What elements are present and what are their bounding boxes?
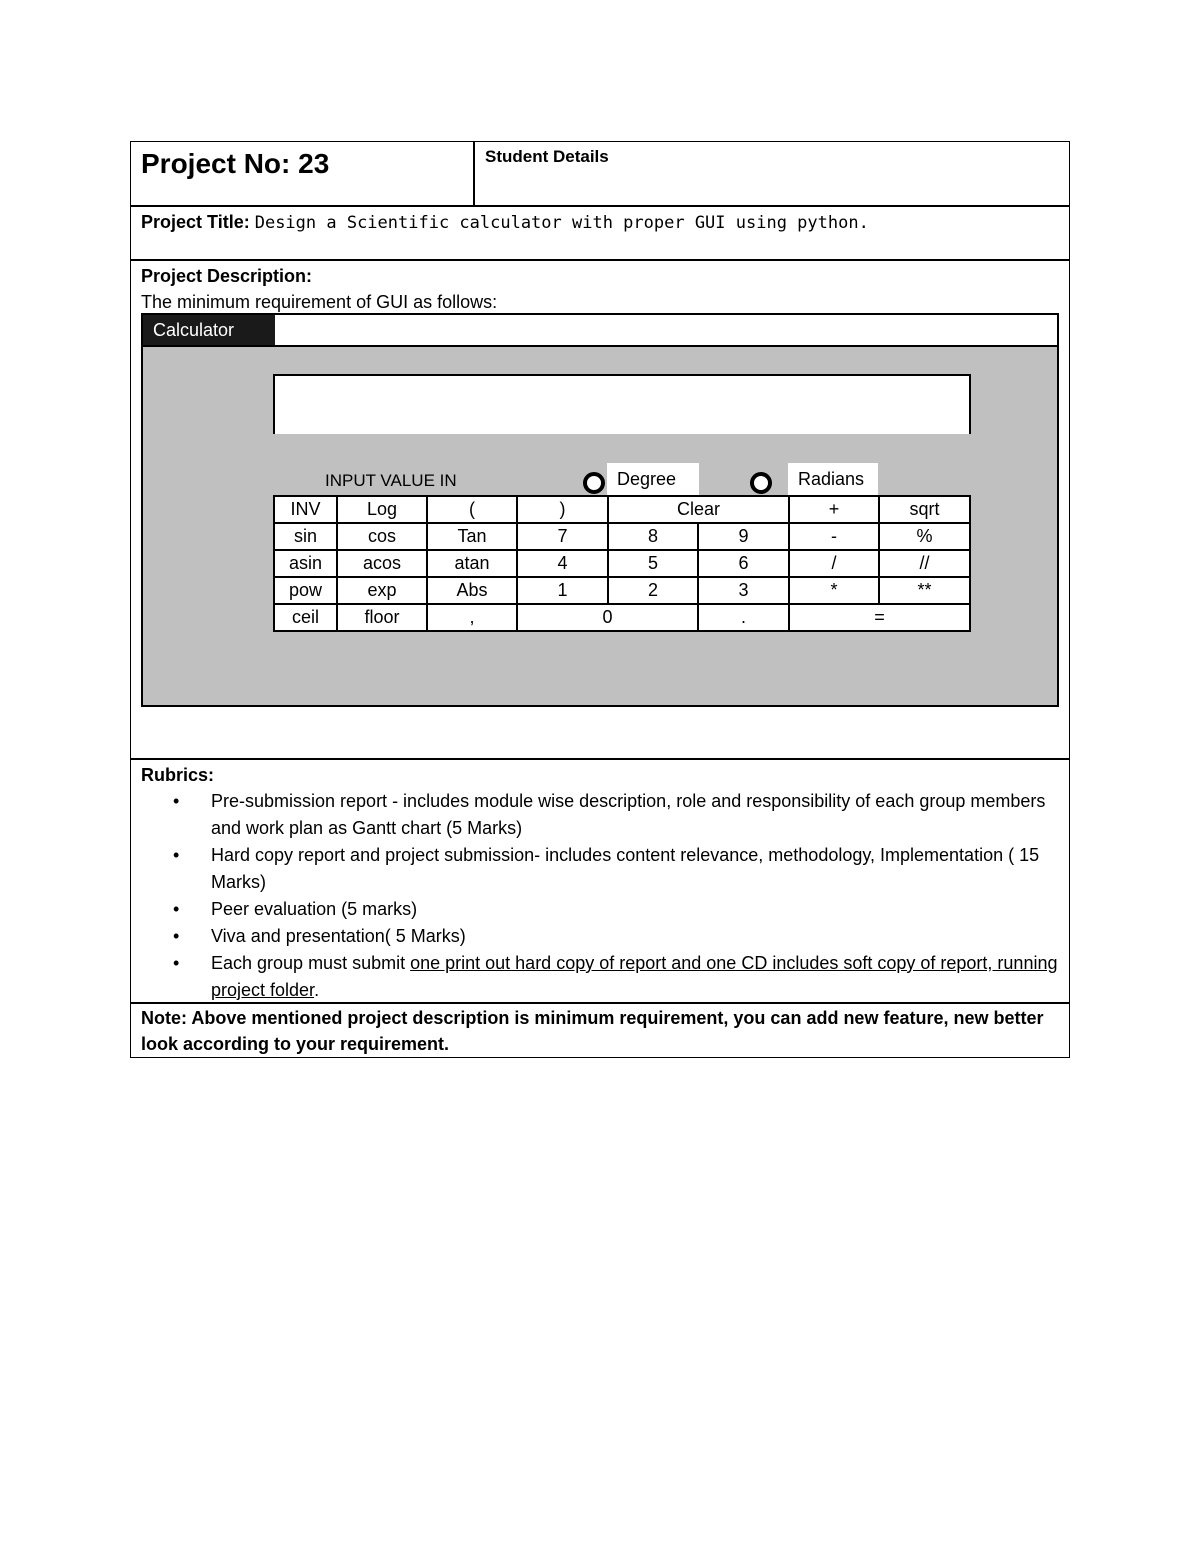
- project-no-cell: [131, 142, 475, 205]
- calculator-titlebar: [143, 315, 1057, 347]
- rubrics-row: [131, 760, 1069, 1004]
- rubric-text: Hard copy report and project submission- includes content relevance, methodology, Implementation ( 15 Marks): [211, 845, 1040, 892]
- key-exp[interactable]: exp: [337, 577, 427, 604]
- keypad-row: [274, 577, 970, 604]
- key-inv[interactable]: INV: [274, 496, 337, 523]
- key-9[interactable]: 9: [698, 523, 789, 550]
- rubric-text: Viva and presentation( 5 Marks): [211, 926, 466, 946]
- key-close-paren[interactable]: ): [517, 496, 608, 523]
- key-1[interactable]: 1: [517, 577, 608, 604]
- key-8[interactable]: 8: [608, 523, 698, 550]
- key-atan[interactable]: atan: [427, 550, 517, 577]
- keypad-row: [274, 550, 970, 577]
- project-description-intro: The minimum requirement of GUI as follows:: [141, 292, 498, 312]
- bullet-icon: •: [173, 791, 180, 811]
- bullet-icon: •: [173, 953, 180, 973]
- key-5[interactable]: 5: [608, 550, 698, 577]
- project-number: Project No: 23: [141, 148, 330, 179]
- calculator-display: [273, 374, 971, 434]
- project-description-label: Project Description:: [141, 266, 313, 286]
- key-minus[interactable]: -: [789, 523, 879, 550]
- rubric-text: Pre-submission report - includes module wise description, role and responsibility of each group members and work plan as Gantt chart (5 Marks): [211, 791, 1046, 838]
- key-decimal[interactable]: .: [698, 604, 789, 631]
- project-sheet-table: [130, 141, 1070, 1058]
- list-item: [173, 950, 1059, 1004]
- key-tan[interactable]: Tan: [427, 523, 517, 550]
- header-row: [131, 142, 1069, 207]
- keypad-row: [274, 496, 970, 523]
- student-details-label: Student Details: [485, 147, 609, 166]
- key-7[interactable]: 7: [517, 523, 608, 550]
- key-open-paren[interactable]: (: [427, 496, 517, 523]
- list-item: [173, 896, 1059, 923]
- project-title-value: Design a Scientific calculator with proper GUI using python.: [254, 213, 869, 233]
- project-title-line: [141, 209, 1059, 236]
- key-cos[interactable]: cos: [337, 523, 427, 550]
- list-item: [173, 842, 1059, 896]
- rubric-text-suffix: .: [314, 980, 320, 1000]
- list-item: [173, 788, 1059, 842]
- keypad-row: [274, 523, 970, 550]
- key-6[interactable]: 6: [698, 550, 789, 577]
- keypad-row: [274, 604, 970, 631]
- key-divide[interactable]: /: [789, 550, 879, 577]
- input-value-label: INPUT VALUE IN: [325, 471, 457, 490]
- key-ceil[interactable]: ceil: [274, 604, 337, 631]
- key-acos[interactable]: acos: [337, 550, 427, 577]
- key-4[interactable]: 4: [517, 550, 608, 577]
- project-title-label: Project Title:: [141, 212, 250, 232]
- note-row: [131, 1004, 1069, 1057]
- rubric-text: Peer evaluation (5 marks): [211, 899, 418, 919]
- key-sin[interactable]: sin: [274, 523, 337, 550]
- key-multiply[interactable]: *: [789, 577, 879, 604]
- key-abs[interactable]: Abs: [427, 577, 517, 604]
- key-plus[interactable]: +: [789, 496, 879, 523]
- key-comma[interactable]: ,: [427, 604, 517, 631]
- key-power[interactable]: **: [879, 577, 970, 604]
- degree-label: Degree: [607, 463, 699, 495]
- key-equals[interactable]: =: [789, 604, 970, 631]
- bullet-icon: •: [173, 845, 180, 865]
- key-percent[interactable]: %: [879, 523, 970, 550]
- key-2[interactable]: 2: [608, 577, 698, 604]
- key-0[interactable]: 0: [517, 604, 698, 631]
- calculator-keypad: [273, 495, 971, 632]
- bullet-icon: •: [173, 899, 180, 919]
- project-title-row: [131, 207, 1069, 261]
- key-3[interactable]: 3: [698, 577, 789, 604]
- key-sqrt[interactable]: sqrt: [879, 496, 970, 523]
- note-text: Note: Above mentioned project description is minimum requirement, you can add new feature, new better look according to your requirement.: [141, 1008, 1044, 1054]
- key-pow[interactable]: pow: [274, 577, 337, 604]
- list-item: [173, 923, 1059, 950]
- bullet-icon: •: [173, 926, 180, 946]
- key-log[interactable]: Log: [337, 496, 427, 523]
- calculator-window-title: Calculator: [143, 315, 275, 345]
- rubric-text-prefix: Each group must submit: [211, 953, 411, 973]
- key-clear[interactable]: Clear: [608, 496, 789, 523]
- key-floor-divide[interactable]: //: [879, 550, 970, 577]
- rubrics-list: [141, 788, 1059, 1004]
- key-floor[interactable]: floor: [337, 604, 427, 631]
- key-asin[interactable]: asin: [274, 550, 337, 577]
- student-details-cell: [475, 142, 1069, 205]
- radians-label: Radians: [788, 463, 878, 495]
- degree-radio[interactable]: [583, 472, 605, 494]
- rubric-text-underlined: one print out hard copy of report and one CD includes soft copy of report, running project folder: [211, 953, 1058, 1000]
- calculator-mockup: [141, 313, 1059, 707]
- project-description-row: [131, 261, 1069, 760]
- rubrics-label: Rubrics:: [141, 765, 215, 785]
- radians-radio[interactable]: [750, 472, 772, 494]
